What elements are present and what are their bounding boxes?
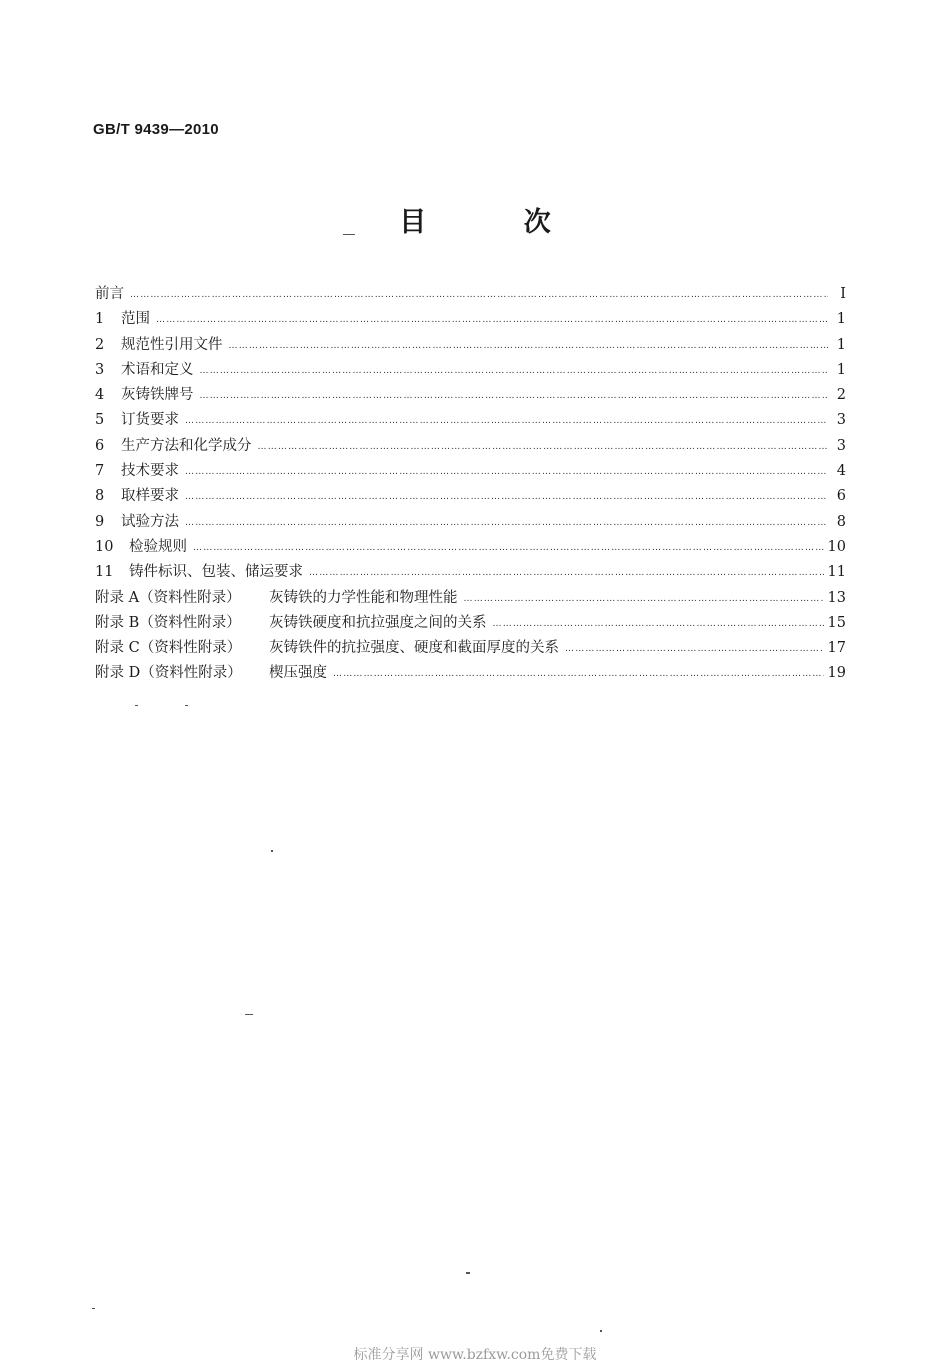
toc-entry-1[interactable] [95,307,846,332]
toc-entry-label: 取样要求 [121,488,179,505]
toc-entry-page: 13 [827,589,846,606]
toc-entry-number: 附录 C（资料性附录） [95,640,242,657]
toc-entry-label: 楔压强度 [269,665,327,682]
toc-entry-page: I [840,286,846,302]
toc-entry-label: 试验方法 [121,513,179,530]
toc-entry-number: 9 [95,513,105,530]
footer-watermark: 标准分享网 www.bzfxw.com免费下载 [353,1347,597,1363]
toc-entry-label: 技术要求 [121,463,179,480]
dot-leader [464,594,824,604]
toc-entry-6[interactable] [95,434,846,459]
toc-entry-7[interactable] [95,459,846,484]
toc-entry-number: 3 [95,361,105,378]
toc-entry-number: 6 [95,437,105,454]
toc-entry-page: 3 [836,437,846,454]
toc-entry-label: 前言 [95,286,124,302]
toc-entry-8[interactable] [95,484,846,509]
scan-speck [271,850,273,852]
dot-leader [493,619,824,629]
scan-speck [466,1272,470,1274]
toc-entry-number: 4 [95,387,105,404]
toc-entry-label: 检验规则 [129,538,187,555]
toc-entry-label: 术语和定义 [121,361,194,378]
toc-entry-number: 10 [95,538,114,555]
dot-leader [193,543,824,553]
toc-entry-foreword[interactable] [95,282,846,307]
toc-entry-label: 灰铸铁牌号 [121,387,194,404]
toc-entry-label: 灰铸铁的力学性能和物理性能 [269,589,458,606]
dot-leader [130,290,828,300]
toc-entry-page: 1 [836,336,846,353]
dot-leader [185,467,828,477]
dot-leader [156,315,828,325]
scan-speck [135,705,138,706]
toc-entry-11[interactable] [95,560,846,585]
dot-leader [309,568,824,578]
table-of-contents [95,282,846,687]
toc-entry-label: 范围 [121,311,150,328]
toc-entry-annex-d[interactable] [95,661,846,686]
toc-entry-number: 5 [95,412,105,429]
toc-entry-page: 1 [836,361,846,378]
toc-entry-page: 11 [827,564,846,581]
scan-speck [245,1014,253,1015]
standard-code: GB/T 9439—2010 [93,121,219,138]
toc-entry-4[interactable] [95,383,846,408]
toc-entry-number: 11 [95,564,114,581]
toc-entry-page: 10 [827,538,846,555]
toc-entry-annex-b[interactable] [95,611,846,636]
toc-entry-number: 7 [95,463,105,480]
toc-entry-label: 灰铸铁件的抗拉强度、硬度和截面厚度的关系 [269,640,559,657]
toc-entry-label: 订货要求 [121,412,179,429]
toc-entry-page: 6 [836,488,846,505]
toc-entry-page: 17 [827,640,846,657]
scan-speck [185,705,188,706]
toc-entry-page: 19 [827,665,846,682]
toc-entry-page: 1 [836,311,846,328]
toc-entry-number: 附录 B（资料性附录） [95,614,241,631]
toc-entry-page: 8 [836,513,846,530]
toc-entry-page: 2 [836,387,846,404]
toc-entry-number: 附录 A（资料性附录） [95,589,241,606]
dot-leader [258,442,829,452]
toc-entry-label: 生产方法和化学成分 [121,437,252,454]
toc-entry-10[interactable] [95,535,846,560]
toc-entry-number: 8 [95,488,105,505]
dot-leader [185,518,828,528]
dot-leader [200,391,829,401]
toc-entry-number: 2 [95,336,105,353]
toc-entry-2[interactable] [95,333,846,358]
dot-leader [565,644,824,654]
toc-entry-label: 规范性引用文件 [121,336,223,353]
toc-entry-page: 15 [827,614,846,631]
toc-entry-annex-c[interactable] [95,636,846,661]
dot-leader [185,416,828,426]
scan-speck [600,1330,602,1332]
toc-entry-annex-a[interactable] [95,586,846,611]
toc-entry-page: 3 [836,412,846,429]
toc-entry-label: 铸件标识、包装、储运要求 [129,564,303,581]
dot-leader [333,669,824,679]
toc-entry-9[interactable] [95,510,846,535]
dot-leader [229,341,829,351]
dot-leader [200,366,829,376]
toc-entry-label: 灰铸铁硬度和抗拉强度之间的关系 [269,614,487,631]
toc-entry-number: 1 [95,311,105,328]
scan-speck [343,234,355,235]
page-title: 目 次 [399,207,595,238]
toc-entry-page: 4 [836,463,846,480]
toc-entry-3[interactable] [95,358,846,383]
toc-entry-number: 附录 D（资料性附录） [95,665,242,682]
toc-entry-5[interactable] [95,408,846,433]
scan-speck [92,1308,95,1309]
dot-leader [185,492,828,502]
